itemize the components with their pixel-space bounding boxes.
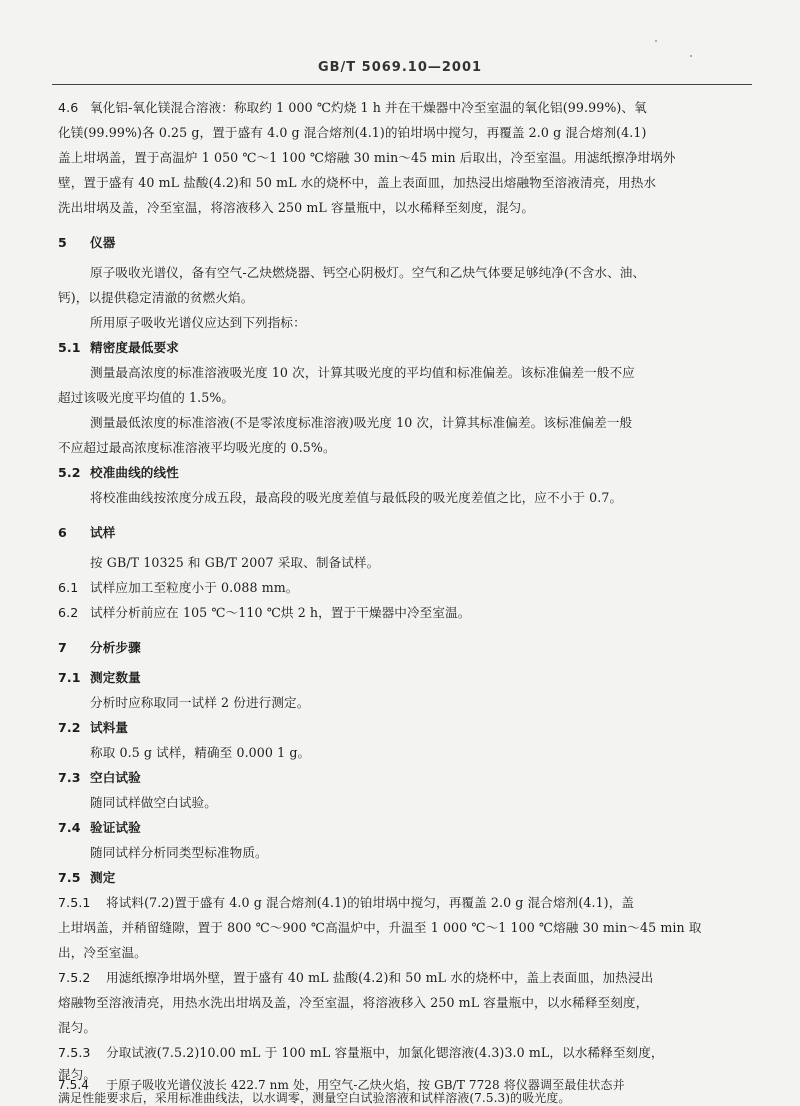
clause-6-1: 6.1 试样应加工至粒度小于 0.088 mm。 [58,580,299,595]
section-5-intro-line-2: 钙)，以提供稳定清澈的贫燃火焰。 [58,290,254,305]
clause-5-2-heading: 5.2 校准曲线的线性 [58,465,179,480]
clause-7-5-3-line-2: 混匀。 [58,1067,97,1082]
scan-speck [655,40,657,42]
section-5-intro-2: 所用原子吸收光谱仪应达到下列指标： [90,315,306,330]
header-rule [52,84,752,85]
clause-7-4-text: 随同试样分析同类型标准物质。 [90,845,268,860]
clause-4-6-line-3: 盖上坩埚盖，置于高温炉 1 050 ℃～1 100 ℃熔融 30 min～45 min 后取出，冷至室温。用滤纸擦净坩埚外 [58,150,676,165]
section-7-heading: 7 分析步骤 [58,640,141,655]
clause-7-5-heading: 7.5 测定 [58,870,116,885]
clause-7-5-3-line-1: 7.5.3 分取试液(7.5.2)10.00 mL 于 100 mL 容量瓶中，加氯化锶溶液(4.3)3.0 mL，以水稀释至刻度， [58,1045,664,1060]
clause-7-2-text: 称取 0.5 g 试样，精确至 0.000 1 g。 [90,745,311,760]
section-5-heading: 5 仪器 [58,235,116,250]
clause-5-1-line-4: 不应超过最高浓度标准溶液平均吸光度的 0.5%。 [58,440,336,455]
clause-4-6-line-1: 4.6 氧化铝-氧化镁混合溶液：称取约 1 000 ℃灼烧 1 h 并在干燥器中冷至室温的氧化铝(99.99%)、氧 [58,95,647,120]
clause-7-5-2-line-1: 7.5.2 用滤纸擦净坩埚外壁，置于盛有 40 mL 盐酸(4.2)和 50 mL 水的烧杯中，盖上表面皿，加热浸出 [58,970,654,985]
clause-7-2-heading: 7.2 试料量 [58,720,129,735]
clause-6-2: 6.2 试样分析前应在 105 ℃～110 ℃烘 2 h，置于干燥器中冷至室温。 [58,605,471,620]
clause-5-1-heading: 5.1 精密度最低要求 [58,340,179,355]
scan-speck [690,55,692,57]
clause-7-5-2-line-2: 熔融物至溶液清亮，用热水洗出坩埚及盖，冷至室温，将溶液移入 250 mL 容量瓶中，以水稀释至刻度， [58,995,649,1010]
section-6-heading: 6 试样 [58,525,116,540]
clause-7-3-text: 随同试样做空白试验。 [90,795,217,810]
clause-7-5-4-line-1: 7.5.4 于原子吸收光谱仪波长 422.7 nm 处，用空气-乙炔火焰，按 GB/T 7728 将仪器调至最佳状态并 [58,1078,625,1092]
clause-5-1-line-2: 超过该吸光度平均值的 1.5%。 [58,390,235,405]
clause-7-3-heading: 7.3 空白试验 [58,770,141,785]
clause-5-1-line-3: 测量最低浓度的标准溶液(不是零浓度标准溶液)吸光度 10 次，计算其标准偏差。该标准偏差一般 [90,415,633,430]
clause-number: 4.6 [58,100,79,115]
clause-7-5-1-line-3: 出，冷至室温。 [58,945,147,960]
section-5-intro-line-1: 原子吸收光谱仪，备有空气-乙炔燃烧器、钙空心阴极灯。空气和乙炔气体要足够纯净(不含水、油、 [90,265,646,280]
clause-7-5-1-line-1: 7.5.1 将试料(7.2)置于盛有 4.0 g 混合熔剂(4.1)的铂坩埚中搅匀，再覆盖 2.0 g 混合熔剂(4.1)，盖 [58,895,635,910]
section-6-intro: 按 GB/T 10325 和 GB/T 2007 采取、制备试样。 [90,555,380,570]
clause-7-5-1-line-2: 上坩埚盖，并稍留缝隙，置于 800 ℃～900 ℃高温炉中，升温至 1 000 ℃～1 100 ℃熔融 30 min～45 min 取 [58,920,702,935]
clause-7-5-2-line-3: 混匀。 [58,1020,97,1035]
clause-7-5-4-line-2: 满足性能要求后，采用标准曲线法，以水调零，测量空白试验溶液和试样溶液(7.5.3)的吸光度。 [58,1091,571,1105]
clause-4-6-line-4: 壁，置于盛有 40 mL 盐酸(4.2)和 50 mL 水的烧杯中，盖上表面皿，加热浸出熔融物至溶液清亮，用热水 [58,175,657,190]
clause-7-1-heading: 7.1 测定数量 [58,670,141,685]
standard-header: GB/T 5069.10—2001 [317,60,483,75]
clause-5-2-line-1: 将校准曲线按浓度分成五段，最高段的吸光度差值与最低段的吸光度差值之比，应不小于 0.7。 [90,490,623,505]
clause-5-1-line-1: 测量最高浓度的标准溶液吸光度 10 次，计算其吸光度的平均值和标准偏差。该标准偏差一般不应 [90,365,635,380]
clause-4-6-line-2: 化镁(99.99%)各 0.25 g，置于盛有 4.0 g 混合熔剂(4.1)的铂坩埚中搅匀，再覆盖 2.0 g 混合熔剂(4.1) [58,125,647,140]
clause-7-4-heading: 7.4 验证试验 [58,820,141,835]
clause-4-6-line-5: 洗出坩埚及盖，冷至室温，将溶液移入 250 mL 容量瓶中，以水稀释至刻度，混匀。 [58,200,535,215]
clause-7-1-text: 分析时应称取同一试样 2 份进行测定。 [90,695,310,710]
